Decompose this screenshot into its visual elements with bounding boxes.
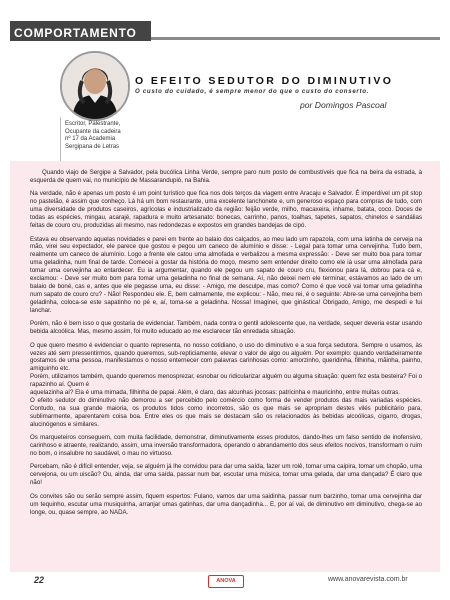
author-photo (60, 51, 130, 121)
section-label: COMPORTAMENTO (14, 26, 137, 40)
author-caption (65, 121, 145, 151)
article-author: por Domingos Pascoal (300, 100, 387, 110)
body-paragraph: Porém, não é bem isso o que gostaria de evidenciar. Também, nada contra o gentil adolescente que, na verdade, sequer deveria estar usando bebida alcoólica. Mas, mesmo assim, foi muito educado ao me esclarecer tão enredada situação. (30, 320, 422, 336)
caption-line: nº 17 da Academia (65, 136, 116, 142)
magazine-logo: ANOVA (208, 575, 244, 588)
body-paragraph: Porém, utilizamos também, quando queremos menosprezar, esnobar ou ridicularizar alguém ou alguma situação: quem fez esta besteira? Foi o rapazinho aí. Quem é (30, 373, 422, 389)
article-body (30, 169, 422, 522)
caption-line: Escritor, Palestrante, (65, 121, 121, 127)
body-paragraph: Os marqueteiros conseguem, com muita facilidade, demonstrar, diminutivamente esses produtos, dando-lhes um falso sentido de inofensivo, carinhoso e atraente, realizando, assim, uma inversão transformadora, operando o abrandamento dos seus efeitos nocivos, transformam o ruim no bom, o insalubre no saudável, o mau no virtuoso. (30, 434, 422, 457)
article-subhead: O custo do cuidado, é sempre menor do que o custo do conserto. (135, 88, 370, 95)
body-paragraph: Quando viajo de Sergipe a Salvador, pela bucólica Linha Verde, sempre paro num posto de combustíveis que fica na beira da estrada, à esquerda de quem vai, no município de Massarandupió, na Bahia. (30, 169, 422, 184)
body-paragraph: O que quero mesmo é evidenciar o quanto representa, no nosso cotidiano, o uso do diminutivo e a sua força sedutora. Sempre o usamos, às vezes até sem pressentirmos, quando queremos, sub-repticiamente, elevar o valor de algo ou alguém. Por exemplo: quando verdadeiramente gostamos de uma pessoa, manifestamos o nosso enternecer com palavras carinhosas como: amorzinho, queridinha, filhinha, mãinha, painho, amiguinho etc. (30, 341, 422, 373)
page-number: 22 (34, 575, 45, 585)
body-paragraph: Estava eu observando aquelas novidades e parei em frente ao balaio dos calçados, ao meu lado um rapazola, com uma latinha de cerveja na mão, virei seu expectador, ele parece que gostou e pegou um caneco de alumínio e disse: - Legal para tomar uma cervejinha. Tudo bem, realmente um caneco de alumínio. Logo a frente ele catou uma almofada e verbalizou a mesma expressão: - Deve ser muito boa para tomar uma geladinha, num final de tarde. Comecei a gostar da história do moço, mesmo sem entender direito como ele iá usar uma almofada para tomar uma cervejinha ao entardecer. Eu ia argumentar, quando ele pegou um sapato de couro cru, flexionou para lá, dobrou para cá e, exclamou: - Deve ser muito bom para tomar uma geladinha no final de semana. Aí, não deixei nem ele terminar, estávamos ao lado de um balaio de boné, cas e, antes que ele pegasse uma, eu disse: - Amigo, me desculpe, mas como? Como é que você vai tomar uma geladinha num sapato de couro cru? - Não! Respondeu ele. E, bem calmamente, me explicou: - Não, meu rei, é o seguinte: Abre-se uma cervejinha bem geladinha, coloca-se este sapatinho no pé e, aí, toma-se a geladinha. Nossa! Imaginei, que ginástica! Obrigado, Amigo, me despedi e fui lanchar. (30, 235, 422, 314)
header-rule (151, 37, 440, 40)
caption-line: Sergipana de Letras (65, 143, 120, 150)
body-paragraph: Percebam, não é difícil entender, veja, se alguém já lhe convidou para dar uma saída, fazer um rolê, tomar uma caipira, tomar um chopão, uma cervejona, ou um uiscão? Ou, ainda, dar uma saída, passar num bar, escutar uma música, tomar uma gelada, dar uma dançada? É claro que não! (30, 463, 422, 487)
footer-url[interactable]: www.anovarevista.com.br (328, 576, 408, 583)
body-paragraph: Na verdade, não é apenas um posto é um point turístico que fica nos dois terços da viagem entre Aracaju e Salvador. É imperdível um pit stop no pastelão, é assim que conheço. Lá há um bom restaurante, uma excelente lanchonete e, um generoso espaço para compras de tudo, com uma diversidade de produtos caseiros, agrícolas e industrializado da região: feijão verde, milho, macaxeira, inhame, batata, coco. Doces de todas as espécies, mingau, acarajé, rapadura e muito artesanato: bonecas, carrinho, panos, toalhas, tapetes, sapatos, chinelos e sandálias feitas de couro cru, produzidas ali mesmo, nas redondezas e expostos em grandes bandejas de cipó. (30, 190, 422, 230)
body-paragraph: O efeito sedutor do diminutivo não demorou a ser percebido pelo comércio como forma de vender produtos das mais variadas espécies. Contudo, na sua grande maioria, os produtos tidos como incorretos, são os que mais se apropriam destes vilés publicitário para, sublimarmente, aparentarem coisa boa. Entre eles os que mais se destacam são os relacionados às bebidas alcoólicas, cigarro, drogas, alucinógenos e similares. (30, 396, 422, 428)
caption-line: Ocupante da cadeira (65, 128, 121, 135)
article-headline: O EFEITO SEDUTOR DO DIMINUTIVO (135, 75, 394, 87)
author-portrait-icon (62, 53, 128, 119)
body-paragraph: Os convites são ou serão sempre assim, fiquem espertos: Fulano, vamos dar uma saidinha, passar num barzinho, tomar uma cervejinha dar um tequinho, escutar uma musiquinha, arranjar umas gatinhas, dar uma dançadinha... E, por aí vai, de diminutivo em diminutivo, chega-se ao longe, ou, quase sempre, ao NADA. (30, 492, 422, 516)
caption-divider (60, 117, 61, 161)
body-paragraph: aquelazinha aí? Ela é uma mimada, filhinha de papai. Além, é claro, das alcunhas jocosas: patricinha e mauricinho, entre muitas outras. (30, 389, 401, 397)
